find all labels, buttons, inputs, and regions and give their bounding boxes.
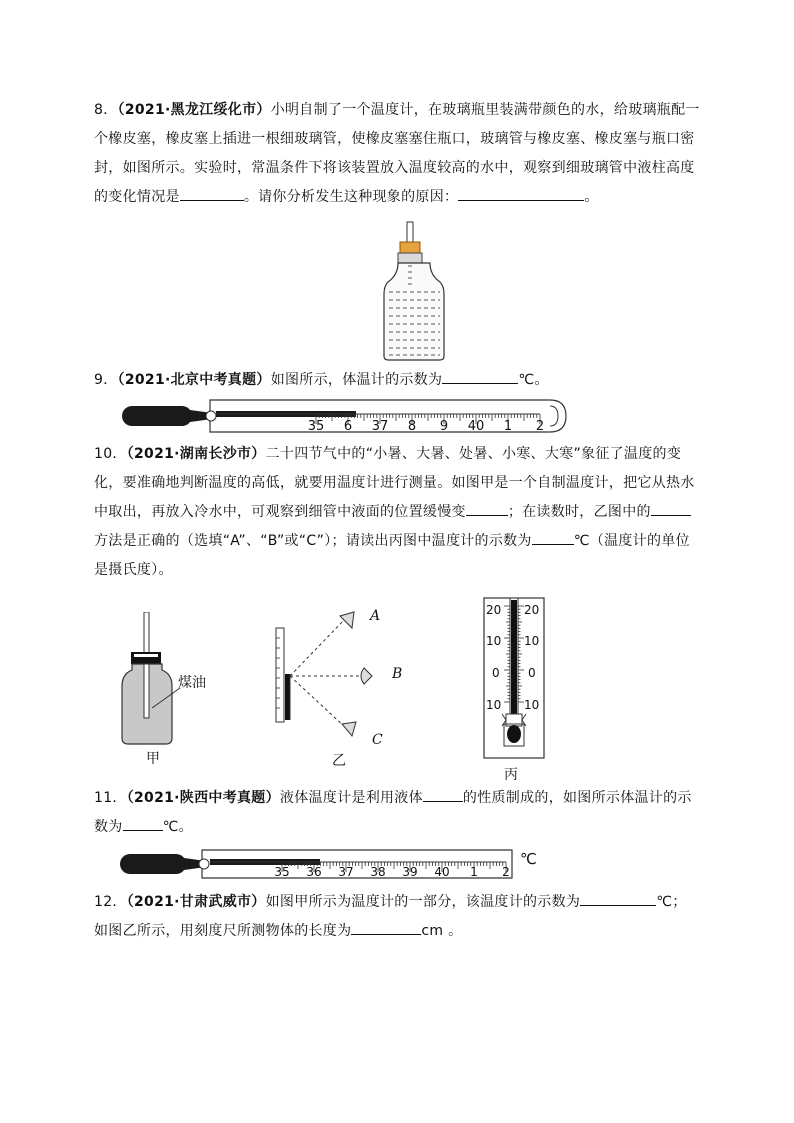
eye-label-b: B [392,666,403,682]
question-text: 如图所示，体温计的示数为 [270,372,443,388]
question-9 [94,366,700,395]
answer-blank[interactable] [651,501,691,516]
scale-tick-label: 37 [338,865,354,879]
reading-method-figure [272,608,392,748]
question-text: ℃。 [162,819,193,835]
question-text: 如图甲所示为温度计的一部分，该温度计的示数为 [265,894,581,910]
question-text: 。请你分析发生这种现象的原因： [243,189,459,205]
answer-blank[interactable] [423,787,463,802]
thermometer-unit-mark: ℃ [520,850,537,868]
question-text: 液体温度计是利用液体 [279,790,423,806]
question-number: 10． [94,446,127,462]
scale-left-10: 10 [486,634,502,648]
figure-label-jia: 甲 [146,751,160,767]
question-8 [94,96,700,212]
scale-left-0: 0 [492,666,500,680]
question-text: cm 。 [421,923,463,939]
answer-blank[interactable] [351,920,421,935]
scale-right-neg10: 10 [524,698,540,712]
answer-blank[interactable] [580,891,656,906]
question-source: （2021·甘肃武威市） [126,894,266,910]
scale-tick-label: 37 [371,419,389,434]
question-text: 。 [584,189,599,205]
answer-blank[interactable] [123,816,163,831]
figure-label-bing: 丙 [504,767,518,783]
bottle-thermometer-figure [380,220,450,364]
kerosene-label: 煤油 [178,675,206,691]
scale-tick-label: 1 [470,865,478,879]
question-text: ℃；如图乙所示，用刻度尺所测物体的长度为 [94,894,687,939]
answer-blank[interactable] [466,501,508,516]
scale-tick-label: 6 [343,419,353,434]
scale-right-10: 10 [524,634,540,648]
scale-tick-label: 39 [402,865,418,879]
question-source: （2021·陕西中考真题） [126,790,280,806]
question-12 [94,888,700,946]
question-number: 9． [94,372,118,388]
scale-tick-label: 40 [467,419,485,434]
kerosene-bottle-figure [118,612,178,748]
question-text: ；在读数时，乙图中的 [507,504,651,520]
question-number: 11． [94,790,127,806]
scale-right-20: 20 [524,603,540,617]
scale-tick-label: 2 [502,865,510,879]
answer-blank[interactable] [180,186,244,201]
scale-tick-label: 1 [503,419,513,434]
question-text: 小明自制了一个温度计，在玻璃瓶里装满带颜色的水，给玻璃瓶配一个橡皮塞，橡皮塞上插进一根细玻璃管，使橡皮塞塞住瓶口，玻璃管与橡皮塞、橡皮塞与瓶口密封，如图所示。实验时，常温条件下将该装置放入温度较高的水中，观察到细玻璃管中液柱高度的变化情况是 [94,102,700,205]
question-source: （2021·湖南长沙市） [126,446,266,462]
scale-tick-label: 40 [434,865,450,879]
scale-left-20: 20 [486,603,502,617]
scale-right-0: 0 [528,666,536,680]
scale-tick-label: 35 [274,865,290,879]
scale-tick-label: 2 [535,419,545,434]
eye-label-a: A [370,608,381,624]
question-source: （2021·北京中考真题） [117,372,271,388]
scale-tick-label: 35 [307,419,325,434]
answer-blank[interactable] [532,530,574,545]
question-number: 8． [94,102,118,118]
scale-tick-label: 38 [370,865,386,879]
question-11 [94,784,700,842]
question-text: 的性质制成的，如图所示体温计的示数为 [94,790,692,835]
answer-blank[interactable] [442,369,518,384]
question-text: ℃（温度计的单位是摄氏度）。 [94,533,690,578]
scale-left-neg10: 10 [486,698,502,712]
scale-tick-label: 36 [306,865,322,879]
eye-label-c: C [372,732,383,748]
clinical-thermometer-q11 [118,846,544,882]
figure-label-yi: 乙 [332,753,346,769]
question-text: 二十四节气中的“小暑、大暑、处暑、小寒、大寒”象征了温度的变化，要准确地判断温度的高低，就要用温度计进行测量。如图甲是一个自制温度计，把它从热水中取出，再放入冷水中，可观察到细管中液面的位置缓慢变 [94,446,695,520]
question-text: ℃。 [518,372,549,388]
question-text: 方法是正确的（选填“A”、“B”或“C”）；请读出丙图中温度计的示数为 [94,533,532,549]
scale-tick-label: 9 [439,419,449,434]
scale-tick-label: 8 [407,419,417,434]
clinical-thermometer-q9 [120,396,570,436]
question-10 [94,440,700,585]
question-source: （2021·黑龙江绥化市） [117,102,271,118]
kerosene-pointer-line [148,686,182,710]
question-number: 12． [94,894,127,910]
answer-blank[interactable] [458,186,584,201]
